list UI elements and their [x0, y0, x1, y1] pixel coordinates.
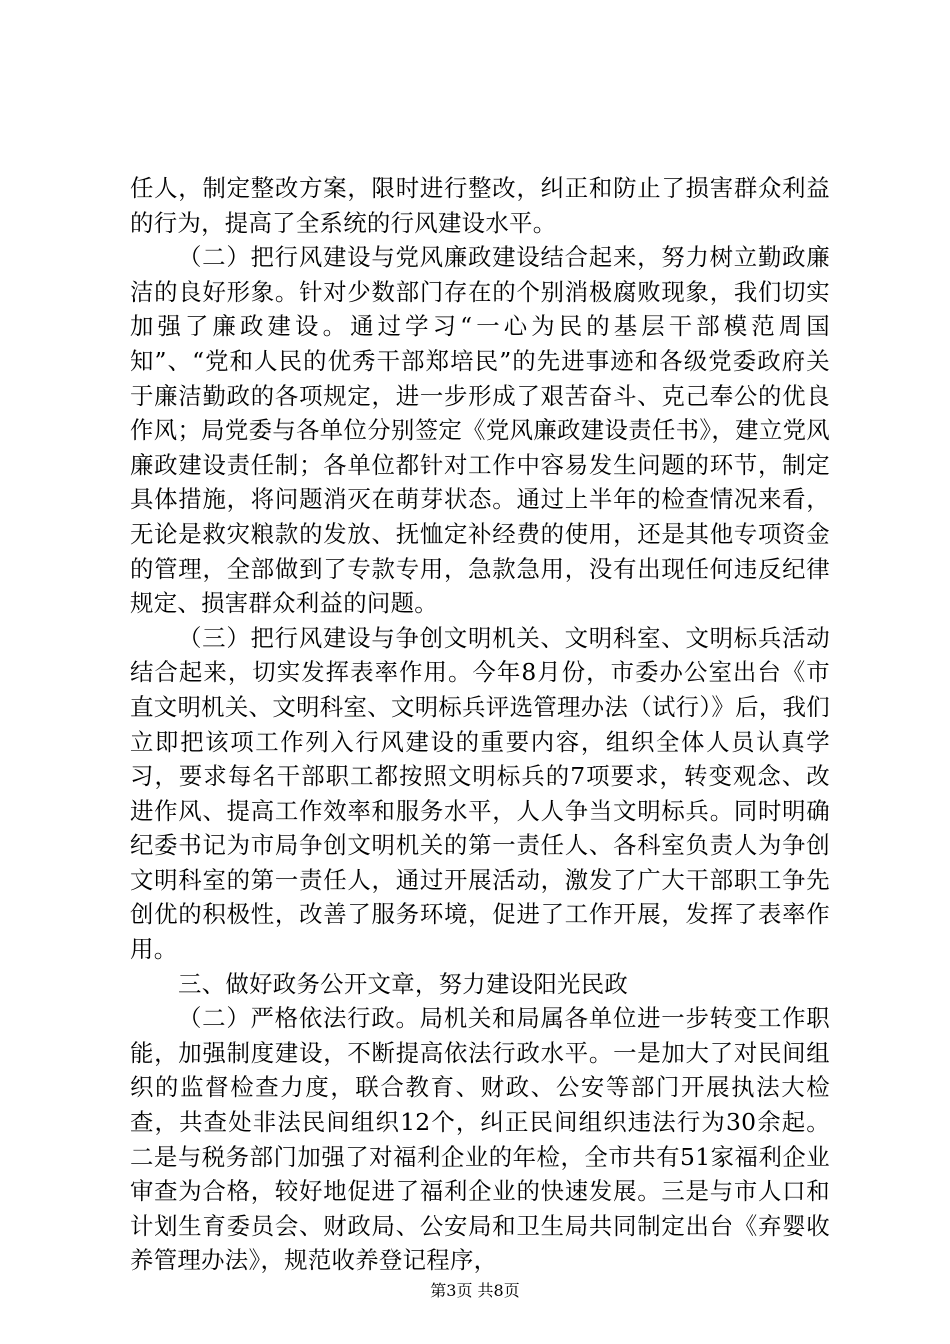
page-number: 第3页 共8页: [430, 1281, 520, 1300]
paragraph-section-2: （二）把行风建设与党风廉政建设结合起来，努力树立勤政廉洁的良好形象。针对少数部门存在的个别消极腐败现象，我们切实加强了廉政建设。通过学习“一心为民的基层干部模范周国知”、“党和人民的优秀干部郑培民”的先进事迹和各级党委政府关于廉洁勤政的各项规定，进一步形成了艰苦奋斗、克己奉公的优良作风；局党委与各单位分别签定《党风廉政建设责任书》，建立党风廉政建设责任制；各单位都针对工作中容易发生问题的环节，制定具体措施，将问题消灭在萌芽状态。通过上半年的检查情况来看，无论是救灾粮款的发放、抚恤定补经费的使用，还是其他专项资金的管理，全部做到了专款专用，急款急用，没有出现任何违反纪律规定、损害群众利益的问题。: [130, 243, 830, 618]
paragraph-section-3: （三）把行风建设与争创文明机关、文明科室、文明标兵活动结合起来，切实发挥表率作用。今年8月份，市委办公室出台《市直文明机关、文明科室、文明标兵评选管理办法（试行）》后，我们立即把该项工作列入行风建设的重要内容，组织全体人员认真学习，要求每名干部职工都按照文明标兵的7项要求，转变观念、改进作风、提高工作效率和服务水平，人人争当文明标兵。同时明确纪委书记为市局争创文明机关的第一责任人、各科室负责人为争创文明科室的第一责任人，通过开展活动，激发了广大干部职工争先创优的积极性，改善了服务环境，促进了工作开展，发挥了表率作用。: [130, 623, 830, 964]
paragraph-law-administration: （二）严格依法行政。局机关和局属各单位进一步转变工作职能，加强制度建设，不断提高依法行政水平。一是加大了对民间组织的监督检查力度，联合教育、财政、公安等部门开展执法大检查，共查处非法民间组织12个，纠正民间组织违法行为30余起。二是与税务部门加强了对福利企业的年检，全市共有51家福利企业审查为合格，较好地促进了福利企业的快速发展。三是与市人口和计划生育委员会、财政局、公安局和卫生局共同制定出台《弃婴收养管理办法》，规范收养登记程序，: [130, 1004, 830, 1275]
section-heading-3: 三、做好政务公开文章，努力建设阳光民政: [178, 969, 629, 998]
document-body: [130, 171, 830, 1278]
paragraph-continuation: 任人，制定整改方案，限时进行整改，纠正和防止了损害群众利益的行为，提高了全系统的行风建设水平。: [130, 174, 830, 237]
